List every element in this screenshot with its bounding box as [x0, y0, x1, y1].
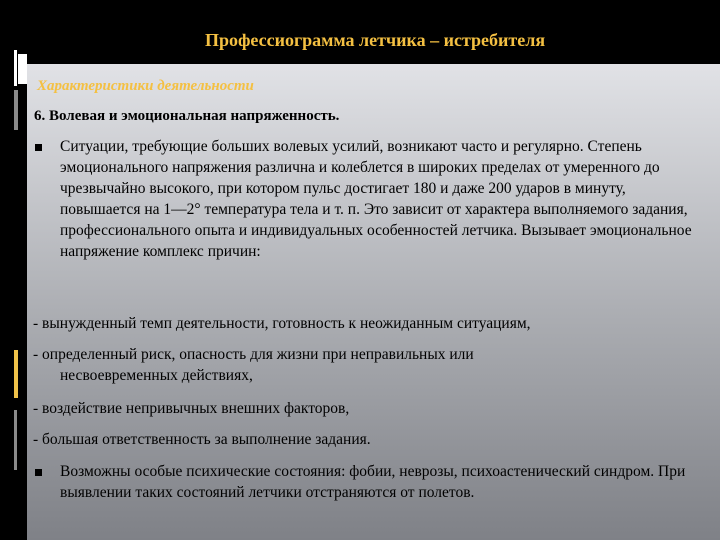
decor-stripe-gray	[14, 90, 18, 130]
section-subtitle: Характеристики деятельности	[37, 78, 254, 94]
dash-item-2-line1: - определенный риск, опасность для жизни при неправильных или	[33, 346, 474, 363]
dash-item-4: - большая ответственность за выполнение задания.	[33, 431, 371, 448]
dash-item-2	[33, 344, 713, 386]
header-bar	[0, 0, 720, 64]
bullet-marker	[35, 469, 42, 476]
dash-item-1: - вынужденный темп деятельности, готовность к неожиданным ситуациям,	[33, 315, 531, 332]
decor-stripe-gray-bottom	[14, 410, 17, 470]
slide-title: Профессиограмма летчика – истребителя	[204, 30, 546, 50]
dash-item-2-line2: несвоевременных действиях,	[60, 367, 253, 384]
decor-stripe-gold	[14, 350, 18, 398]
bullet-text-1: Ситуации, требующие больших волевых усилий, возникают часто и регулярно. Степень эмоционального напряжения различна и колеблется в широких пределах от умеренного до чрезвычайно высокого, при котором пульс достигает 180 и даже 200 ударов в минуту, повышается на 1—2° температура тела и т. п. Это зависит от характера выполняемого задания, профессионального опыта и индивидуальных особенностей летчика. Вызывает эмоциональное напряжение комплекс причин:	[60, 138, 692, 260]
section-heading: 6. Волевая и эмоциональная напряженность.	[34, 108, 340, 124]
bullet-marker	[35, 144, 42, 151]
decor-block-white	[18, 54, 27, 84]
bullet-text-2: Возможны особые психические состояния: фобии, неврозы, психоастенический синдром. При выявлении таких состояний летчики отстраняются от полетов.	[60, 463, 686, 501]
content-panel	[27, 64, 720, 540]
decor-stripe-white-top	[14, 50, 17, 86]
dash-item-3: - воздействие непривычных внешних факторов,	[33, 400, 350, 417]
